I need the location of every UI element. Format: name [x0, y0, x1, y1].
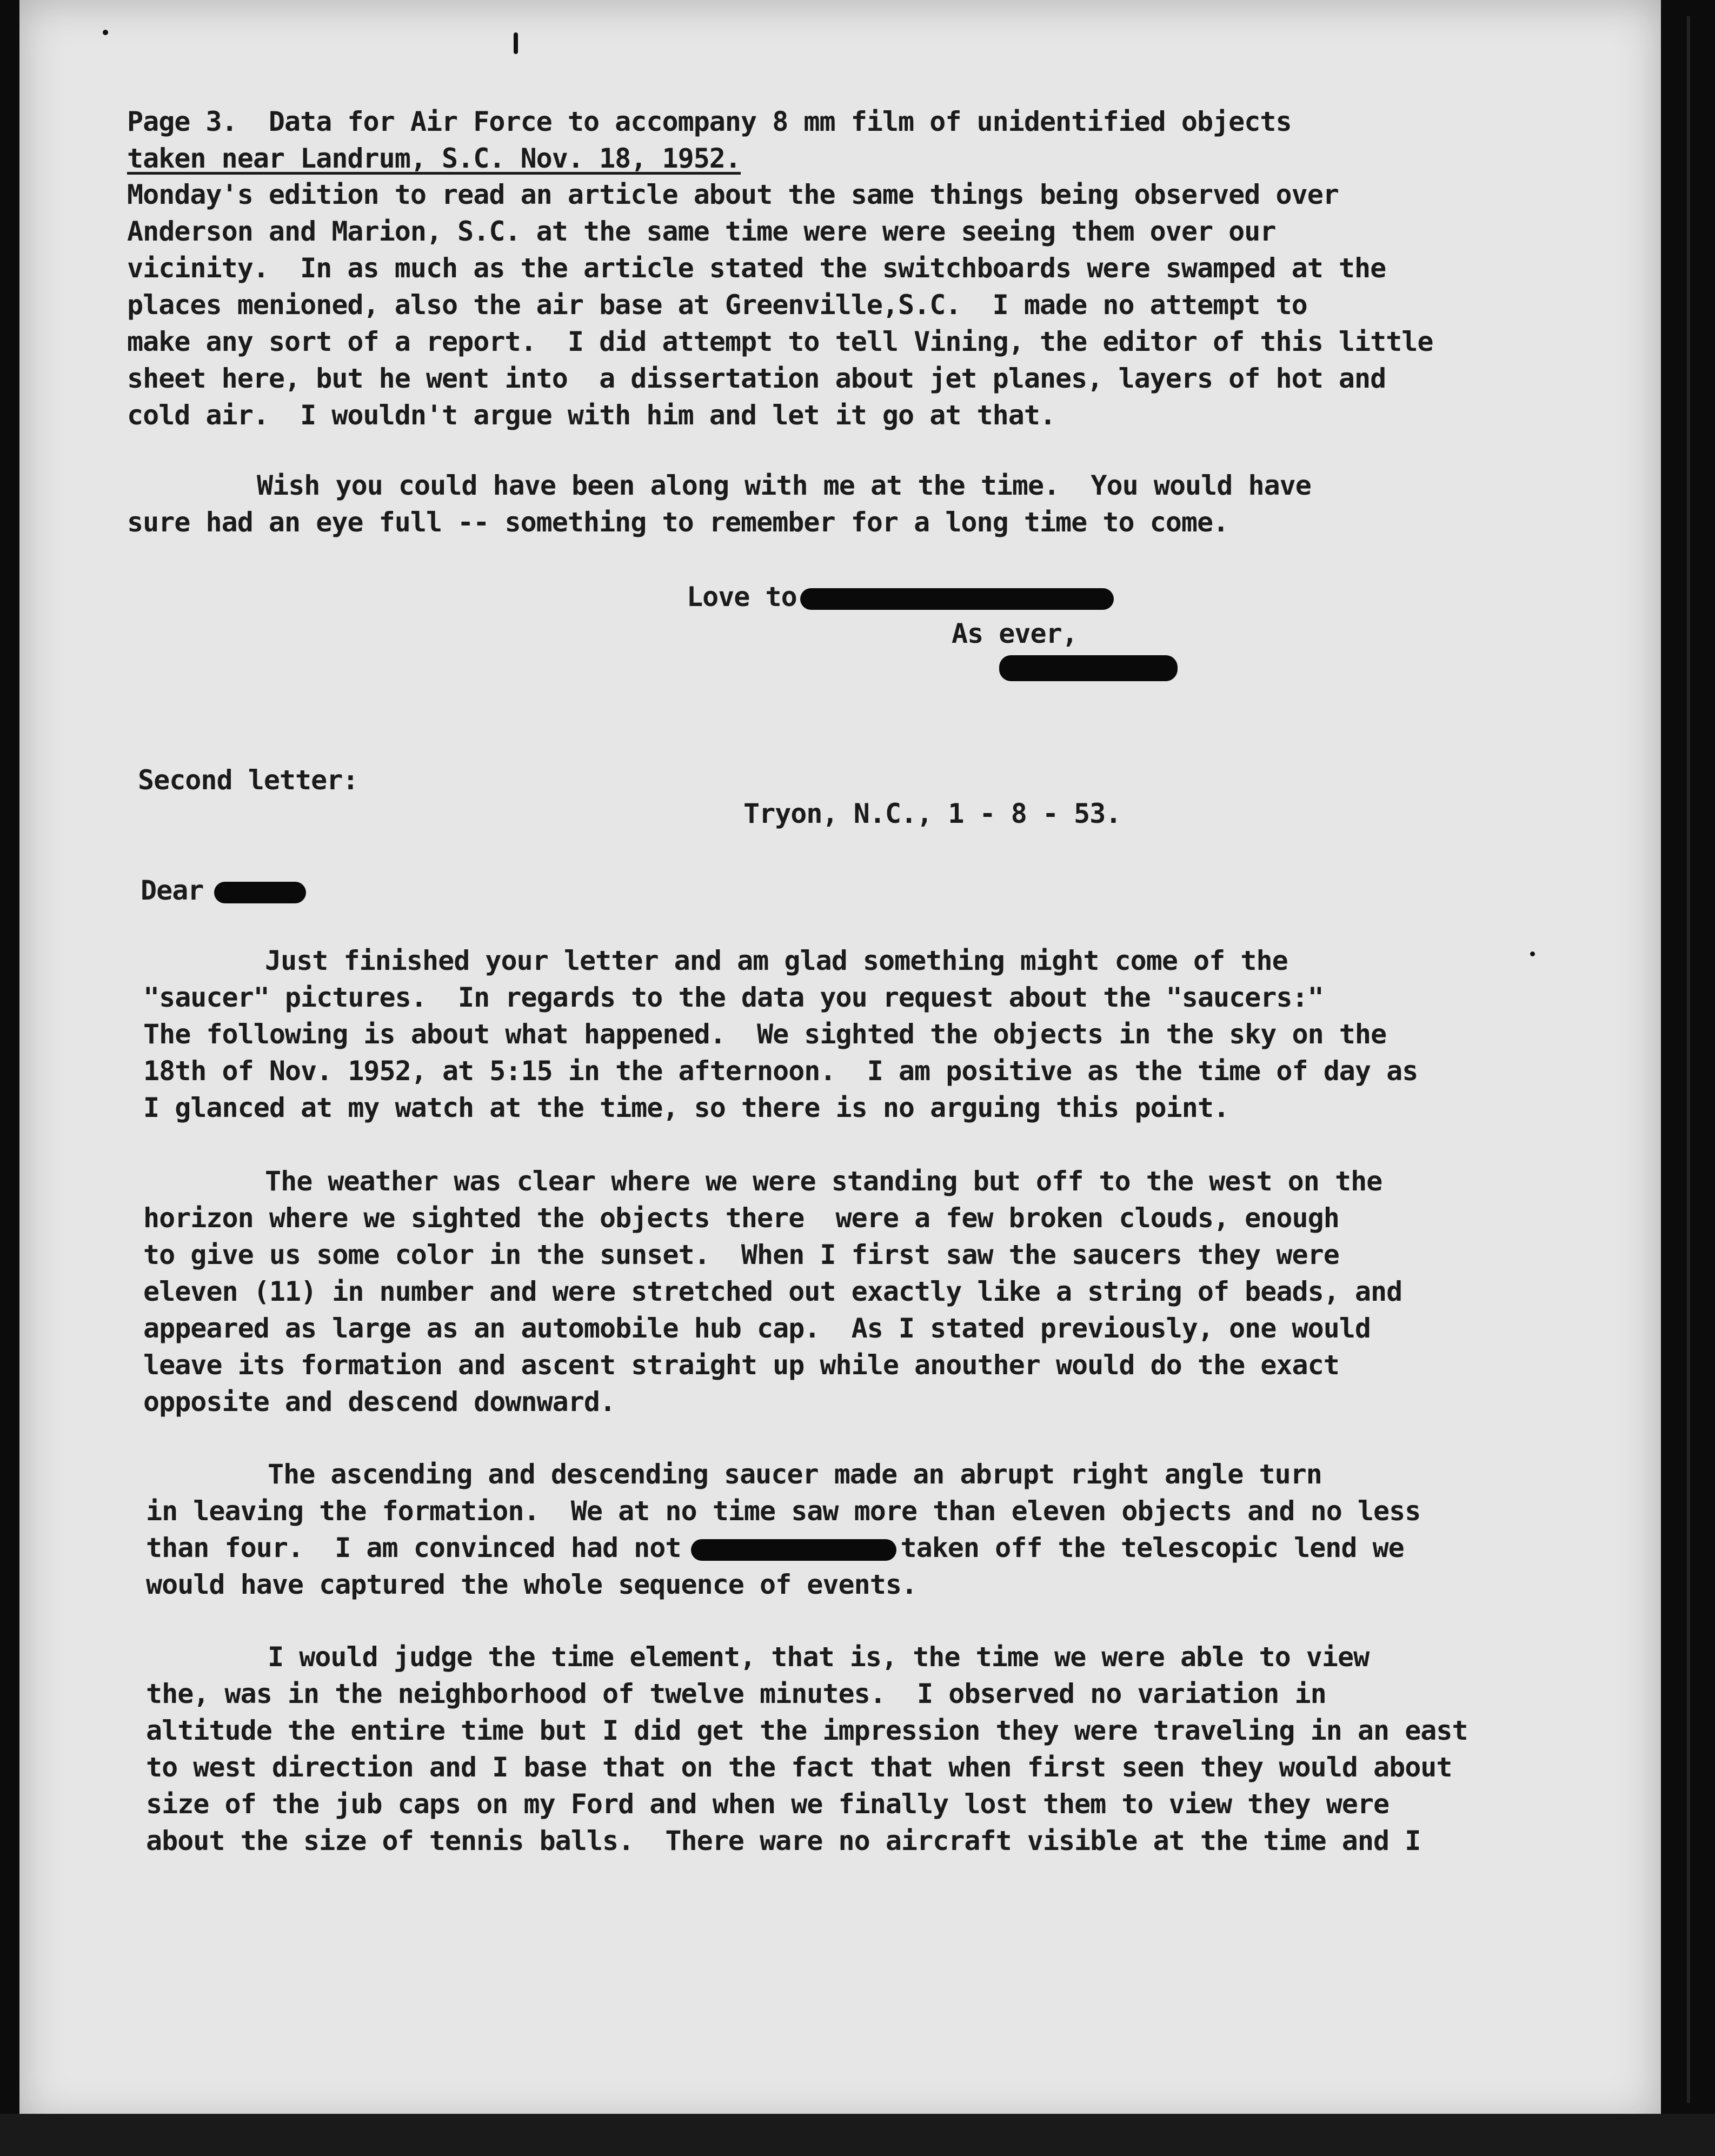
salutation-text: Dear — [141, 875, 204, 906]
scan-speck — [1530, 951, 1535, 956]
letter2-line: The weather was clear where we were standing but off to the west on the — [265, 1166, 1382, 1197]
letter2-line: I would judge the time element, that is, the time we were able to view — [268, 1641, 1370, 1673]
letter2-line: appeared as large as an automobile hub cap. As I stated previously, one would — [143, 1313, 1371, 1344]
letter2-line: I glanced at my watch at the time, so there is no arguing this point. — [143, 1092, 1229, 1123]
page-edge-rule — [1687, 16, 1690, 2103]
letter2-line: would have captured the whole sequence of events. — [146, 1569, 918, 1600]
second-letter-dateline: Tryon, N.C., 1 - 8 - 53. — [743, 798, 1121, 829]
letter1-line: taken near Landrum, S.C. Nov. 18, 1952. — [127, 143, 741, 174]
letter1-line: Wish you could have been along with me at the time. You would have — [257, 470, 1311, 501]
scan-speck — [103, 30, 108, 35]
letter2-line: The following is about what happened. We sighted the objects in the sky on the — [143, 1019, 1387, 1050]
letter1-line: sure had an eye full -- something to remember for a long time to come. — [127, 507, 1229, 538]
salutation — [141, 874, 306, 907]
redaction-mark — [800, 588, 1114, 610]
letter1-line: vicinity. In as much as the article stated the switchboards were swamped at the — [127, 252, 1386, 284]
letter2-line: to give us some color in the sunset. When I first saw the saucers they were — [143, 1239, 1339, 1270]
letter2-line: in leaving the formation. We at no time saw more than eleven objects and no less — [146, 1495, 1421, 1527]
letter2-line: opposite and descend downward. — [143, 1386, 616, 1418]
love-to-text: Love to — [687, 581, 797, 613]
closing-love-to — [687, 581, 1114, 613]
letter2-line: 18th of Nov. 1952, at 5:15 in the afternoon. I am positive as the time of day as — [143, 1055, 1418, 1087]
letter1-line: Page 3. Data for Air Force to accompany 8 mm film of unidentified objects — [127, 106, 1292, 137]
letter2-line: horizon where we sighted the objects there were a few broken clouds, enough — [143, 1202, 1339, 1234]
letter2-line: to west direction and I base that on the fact that when first seen they would about — [146, 1752, 1452, 1783]
letter1-line: sheet here, but he went into a dissertation about jet planes, layers of hot and — [127, 363, 1386, 394]
letter2-line: size of the jub caps on my Ford and when we finally lost them to view they were — [146, 1788, 1390, 1820]
letter2-line: "saucer" pictures. In regards to the data you request about the "saucers:" — [143, 982, 1324, 1013]
line-text-after-redaction: taken off the telescopic lend we — [900, 1532, 1404, 1563]
letter2-line: about the size of tennis balls. There ware no aircraft visible at the time and I — [146, 1825, 1421, 1856]
letter2-line: altitude the entire time but I did get the impression they were traveling in an east — [146, 1715, 1468, 1746]
letter1-line: Monday's edition to read an article about the same things being observed over — [127, 179, 1339, 210]
redaction-mark — [691, 1539, 896, 1561]
letter1-line: make any sort of a report. I did attempt to tell Vining, the editor of this little — [127, 326, 1433, 357]
letter1-line: cold air. I wouldn't argue with him and let it go at that. — [127, 400, 1056, 431]
letter2-line: the, was in the neighborhood of twelve minutes. I observed no variation in — [146, 1678, 1326, 1709]
letter2-line: leave its formation and ascent straight up while anouther would do the exact — [143, 1349, 1339, 1381]
letter2-line: eleven (11) in number and were stretched out exactly like a string of beads, and — [143, 1276, 1402, 1307]
letter2-line-redacted — [146, 1532, 1404, 1564]
scan-speck — [514, 32, 518, 54]
line-text-before-redaction: than four. I am convinced had not — [146, 1532, 681, 1563]
letter1-line: Anderson and Marion, S.C. at the same time were were seeing them over our — [127, 216, 1276, 247]
letter1-line: places menioned, also the air base at Greenville,S.C. I made no attempt to — [127, 289, 1307, 321]
redaction-mark — [214, 882, 306, 903]
letter2-line: Just finished your letter and am glad something might come of the — [265, 945, 1288, 976]
scan-bottom-band — [0, 2114, 1715, 2156]
letter2-line: The ascending and descending saucer made an abrupt right angle turn — [268, 1459, 1322, 1490]
second-letter-heading: Second letter: — [138, 764, 358, 796]
closing-as-ever: As ever, — [952, 618, 1078, 649]
signature-redaction — [999, 655, 1178, 681]
